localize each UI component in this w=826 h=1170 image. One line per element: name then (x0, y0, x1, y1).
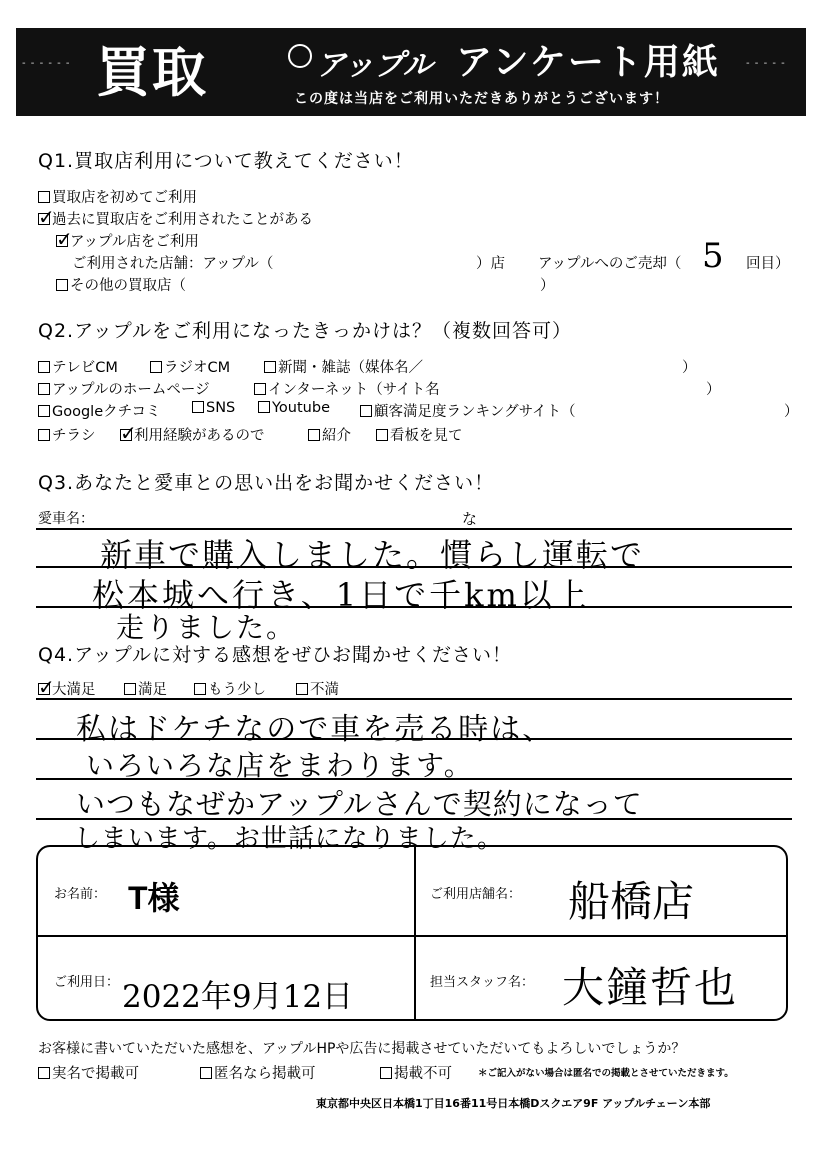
checkmark-icon: ✓ (120, 421, 137, 445)
q4-heading: Q4.アップルに対する感想をぜひお聞かせください！ (38, 644, 512, 666)
brand-badge-icon (288, 44, 312, 68)
checkbox-checked[interactable] (120, 421, 137, 445)
store-name-label: ご利用店舗名： (430, 887, 522, 902)
q1-other-store-close: ） (540, 278, 555, 294)
q4-line-1 (36, 698, 792, 700)
q2-option-homepage[interactable]: アップルのホームページ (38, 378, 210, 399)
header-banner (16, 28, 806, 116)
decorative-dashes-left: - - - - - - (22, 58, 71, 69)
checkbox-checked[interactable] (38, 205, 55, 229)
q2-option-internet[interactable]: インターネット（サイト名 (254, 378, 440, 399)
q4-handwritten-line-4[interactable]: しまいます。お世話になりました。 (74, 824, 504, 854)
q4-option-so-so[interactable]: もう少し (194, 678, 266, 699)
checkbox[interactable] (380, 1067, 392, 1079)
q2-option-signboard[interactable]: 看板を見て (376, 424, 463, 445)
q2-row2-close: ） (706, 382, 721, 398)
consent-option-real-name[interactable]: 実名で掲載可 (38, 1062, 139, 1083)
checkbox-checked[interactable] (38, 675, 55, 699)
q2-option-previous-use[interactable]: ✓ 利用経験があるので (120, 421, 265, 445)
q2-option-referral[interactable]: 紹介 (308, 424, 351, 445)
decorative-dashes-right: - - - - - (746, 58, 786, 69)
q1-heading: Q1.買取店利用について教えてください！ (38, 150, 414, 172)
checkbox[interactable] (194, 683, 206, 695)
name-label: お名前： (54, 887, 107, 902)
q4-option-dissatisfied[interactable]: 不満 (296, 678, 339, 699)
q1-sell-count-suffix: 回目） (746, 256, 790, 272)
q4-handwritten-line-3[interactable]: いつもなぜかアップルさんで契約になって (76, 787, 643, 821)
consent-option-anonymous[interactable]: 匿名なら掲載可 (200, 1062, 316, 1083)
checkbox[interactable] (150, 361, 162, 373)
page-subtitle: この度は当店をご利用いただきありがとうございます！ (294, 91, 669, 107)
q1-store-used-suffix: ）店 (476, 256, 505, 272)
page-title: アンケート用紙 (456, 42, 720, 83)
q2-option-sns[interactable]: SNS (192, 400, 235, 416)
checkbox[interactable] (258, 401, 270, 413)
checkmark-icon: ✓ (38, 205, 55, 229)
q3-handwritten-line-3[interactable]: 走りました。 (116, 611, 297, 644)
consent-option-no[interactable]: 掲載不可 (380, 1062, 452, 1083)
q2-option-newspaper[interactable]: 新聞・雑誌（媒体名／ (264, 356, 423, 377)
checkbox[interactable] (254, 383, 266, 395)
q1-sell-count-value[interactable]: 5 (702, 236, 724, 276)
brand-name: アップル (316, 48, 433, 83)
q3-annotation: な (462, 510, 478, 528)
q2-option-tv-cm[interactable]: テレビCM (38, 356, 118, 377)
checkbox[interactable] (376, 429, 388, 441)
q1-option-apple-store[interactable]: ✓ アップル店をご利用 (56, 227, 199, 251)
staff-label: 担当スタッフ名： (430, 975, 535, 990)
q3-handwritten-line-1[interactable]: 新車で購入しました。慣らし運転で (100, 536, 645, 574)
customer-info-box (36, 845, 788, 1021)
checkbox-checked[interactable] (56, 227, 73, 251)
checkbox[interactable] (296, 683, 308, 695)
checkbox[interactable] (360, 405, 372, 417)
checkbox[interactable] (38, 191, 50, 203)
checkbox[interactable] (38, 383, 50, 395)
store-name-value[interactable]: 船橋店 (568, 877, 695, 926)
checkbox[interactable] (38, 1067, 50, 1079)
consent-question: お客様に書いていただいた感想を、アップルHPや広告に掲載させていただいてもよろしいでしょうか？ (38, 1041, 686, 1057)
q1-sell-count-prefix: アップルへのご売却（ (538, 256, 682, 272)
checkbox[interactable] (38, 429, 50, 441)
consent-note: ＊ご記入がない場合は匿名での掲載とさせていただきます。 (478, 1068, 734, 1079)
checkmark-icon: ✓ (38, 675, 55, 699)
box-divider-vertical (414, 847, 416, 1019)
q3-handwritten-line-2[interactable]: 松本城へ行き、1日で千km以上 (92, 576, 590, 614)
q4-handwritten-line-1[interactable]: 私はドケチなので車を売る時は、 (76, 712, 555, 747)
q4-handwritten-line-2[interactable]: いろいろな店をまわります。 (86, 749, 474, 782)
q2-option-google-reviews[interactable]: Googleクチコミ (38, 400, 161, 421)
car-name-label: 愛車名： (38, 511, 94, 527)
box-divider-horizontal (38, 935, 786, 937)
q1-store-used: ご利用された店舗：アップル（ (72, 256, 274, 272)
q2-row3-close: ） (784, 404, 799, 420)
q2-heading: Q2.アップルをご利用になったきっかけは？（複数回答可） (38, 320, 572, 342)
q1-option-other-store[interactable]: その他の買取店（ (56, 274, 186, 295)
q2-row1-close: ） (682, 360, 697, 376)
date-label: ご利用日： (54, 975, 120, 990)
header-logo-text: 買取 (96, 41, 208, 104)
staff-value[interactable]: 大鐘哲也 (562, 963, 739, 1012)
checkbox[interactable] (192, 401, 204, 413)
checkbox[interactable] (308, 429, 320, 441)
name-value[interactable]: T様 (128, 880, 180, 916)
q1-option-first-time[interactable]: 買取店を初めてご利用 (38, 186, 197, 207)
q2-option-ranking-site[interactable]: 顧客満足度ランキングサイト（ (360, 400, 576, 421)
q2-option-flyer[interactable]: チラシ (38, 424, 96, 445)
q3-heading: Q3.あなたと愛車との思い出をお聞かせください！ (38, 472, 495, 494)
q1-option-past-use[interactable]: ✓ 過去に買取店をご利用されたことがある (38, 205, 313, 229)
q2-option-radio-cm[interactable]: ラジオCM (150, 356, 230, 377)
q2-option-youtube[interactable]: Youtube (258, 400, 330, 416)
checkbox[interactable] (38, 361, 50, 373)
q4-option-very-satisfied[interactable]: ✓ 大満足 (38, 675, 96, 699)
checkbox[interactable] (56, 279, 68, 291)
footer-address: 東京都中央区日本橋1丁目16番11号日本橋Dスクエア9F アップルチェーン本部 (316, 1097, 711, 1110)
q4-option-satisfied[interactable]: 満足 (124, 678, 167, 699)
checkbox[interactable] (264, 361, 276, 373)
checkbox[interactable] (38, 405, 50, 417)
checkbox[interactable] (200, 1067, 212, 1079)
date-value[interactable]: 2022年9月12日 (122, 979, 354, 1015)
checkmark-icon: ✓ (56, 227, 73, 251)
checkbox[interactable] (124, 683, 136, 695)
